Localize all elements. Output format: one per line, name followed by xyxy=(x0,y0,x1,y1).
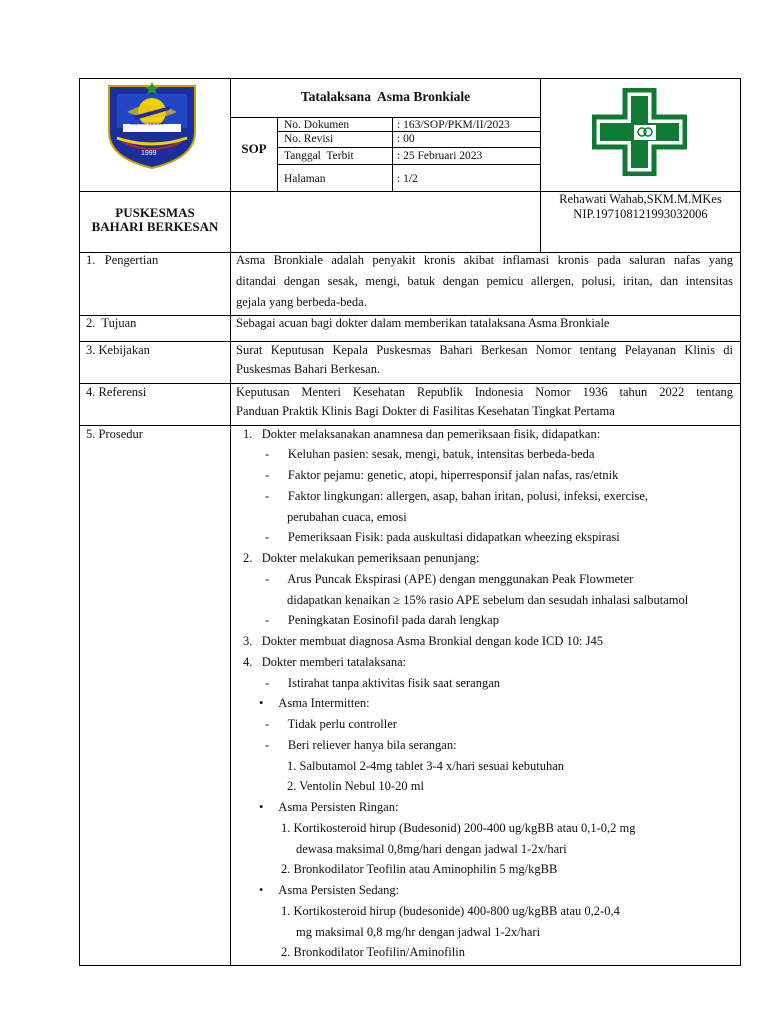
org-name-line2: BAHARI BERKESAN xyxy=(91,219,219,234)
puskesmas-cross-logo xyxy=(592,88,687,176)
prosedur-item: - Arus Puncak Ekspirasi (APE) dengan menggunakan Peak Flowmeter xyxy=(265,572,634,586)
pengertian-line-2: ditandai dengan sesak, mengi, batuk dengan pemicu allergen, polusi, iritan, dan intensitas xyxy=(236,274,733,288)
tujuan-text: Sebagai acuan bagi dokter dalam memberikan tatalaksana Asma Bronkiale xyxy=(236,316,610,330)
prosedur-item-cont: didapatkan kenaikan ≥ 15% rasio APE sebelum dan sesudah inhalasi salbutamol xyxy=(287,593,689,607)
doc-field-value-dokumen: : 163/SOP/PKM/II/2023 xyxy=(397,119,510,131)
label-tujuan: 2. Tujuan xyxy=(86,316,137,330)
prosedur-item-cont: perubahan cuaca, emosi xyxy=(287,510,407,524)
crest-year: 1999 xyxy=(141,150,157,157)
prosedur-item: - Beri reliever hanya bila serangan: xyxy=(265,738,457,752)
prosedur-item: - Peningkatan Eosinofil pada darah lengkap xyxy=(265,613,499,627)
prosedur-bullet: • Asma Persisten Ringan: xyxy=(259,800,399,814)
prosedur-subitem-cont: dewasa maksimal 0,8mg/hari dengan jadwal 1-2x/hari xyxy=(296,842,567,856)
kebijakan-line-1: Surat Keputusan Kepala Puskesmas Bahari Berkesan Nomor tentang Pelayanan Klinis di xyxy=(236,343,733,357)
document-title: Tatalaksana Asma Bronkiale xyxy=(300,89,471,104)
prosedur-item: - Istirahat tanpa aktivitas fisik saat serangan xyxy=(265,676,500,690)
prosedur-step-1: 1. Dokter melaksanakan anamnesa dan pemeriksaan fisik, didapatkan: xyxy=(243,427,601,441)
prosedur-item: - Faktor lingkungan: allergen, asap, bahan iritan, polusi, infeksi, exercise, xyxy=(265,489,649,503)
referensi-line-2: Panduan Praktik Klinis Bagi Dokter di Fasilitas Kesehatan Tingkat Pertama xyxy=(236,404,615,418)
crest-motto: MALUKU SANGKE xyxy=(130,121,165,126)
prosedur-subitem: 2. Bronkodilator Teofilin atau Aminophilin 5 mg/kgBB xyxy=(281,862,558,876)
doc-field-label-dokumen: No. Dokumen xyxy=(284,119,350,131)
doc-field-label-tanggal: Tanggal Terbit xyxy=(284,150,354,162)
doc-field-value-tanggal: : 25 Februari 2023 xyxy=(397,150,483,162)
label-pengertian: 1. Pengertian xyxy=(86,253,159,267)
prosedur-subitem: 2. Bronkodilator Teofilin/Aminofilin xyxy=(281,945,465,959)
prosedur-subitem: 1. Kortikosteroid hirup (budesonide) 400-800 ug/kgBB atau 0,2-0,4 xyxy=(281,904,620,918)
prosedur-step-4: 4. Dokter memberi tatalaksana: xyxy=(243,655,407,669)
prosedur-step-2: 2. Dokter melakukan pemeriksaan penunjang: xyxy=(243,551,480,565)
signer-name: Rehawati Wahab,SKM.M.MKes xyxy=(559,192,722,206)
prosedur-subitem: 1. Salbutamol 2-4mg tablet 3-4 x/hari sesuai kebutuhan xyxy=(287,759,565,773)
prosedur-subitem: 2. Ventolin Nebul 10-20 ml xyxy=(287,779,424,793)
referensi-line-1: Keputusan Menteri Kesehatan Republik Indonesia Nomor 1936 tahun 2022 tentang xyxy=(236,385,733,399)
doc-field-label-halaman: Halaman xyxy=(284,173,326,185)
pengertian-line-3: gejala yang berbeda-beda. xyxy=(236,295,367,309)
prosedur-item: - Tidak perlu controller xyxy=(265,717,397,731)
signer-nip: NIP.197108121993032006 xyxy=(573,207,708,221)
sop-label: SOP xyxy=(241,141,267,156)
label-referensi: 4. Referensi xyxy=(86,385,147,399)
doc-field-value-revisi: : 00 xyxy=(397,133,415,145)
label-prosedur: 5. Prosedur xyxy=(86,427,143,441)
prosedur-item: - Keluhan pasien: sesak, mengi, batuk, intensitas berbeda-beda xyxy=(265,447,595,461)
doc-field-label-revisi: No. Revisi xyxy=(284,133,334,145)
prosedur-item: - Faktor pejamu: genetic, atopi, hiperresponsif jalan nafas, ras/etnik xyxy=(265,468,619,482)
label-kebijakan: 3. Kebijakan xyxy=(86,343,150,357)
prosedur-bullet: • Asma Intermitten: xyxy=(259,696,370,710)
kebijakan-line-2: Puskesmas Bahari Berkesan. xyxy=(236,362,381,376)
org-name-line1: PUSKESMAS xyxy=(115,205,195,220)
pengertian-line-1: Asma Bronkiale adalah penyakit kronis akibat inflamasi kronis pada saluran nafas yang xyxy=(236,253,733,267)
prosedur-subitem-cont: mg maksimal 0,8 mg/hr dengan jadwal 1-2x/hari xyxy=(296,925,541,939)
prosedur-subitem: 1. Kortikosteroid hirup (Budesonid) 200-400 ug/kgBB atau 0,1-0,2 mg xyxy=(281,821,636,835)
prosedur-item: - Pemeriksaan Fisik: pada auskultasi didapatkan wheezing ekspirasi xyxy=(265,530,620,544)
prosedur-step-3: 3. Dokter membuat diagnosa Asma Bronkial dengan kode ICD 10: J45 xyxy=(243,634,604,648)
doc-field-value-halaman: : 1/2 xyxy=(397,173,418,185)
prosedur-bullet: • Asma Persisten Sedang: xyxy=(259,883,400,897)
